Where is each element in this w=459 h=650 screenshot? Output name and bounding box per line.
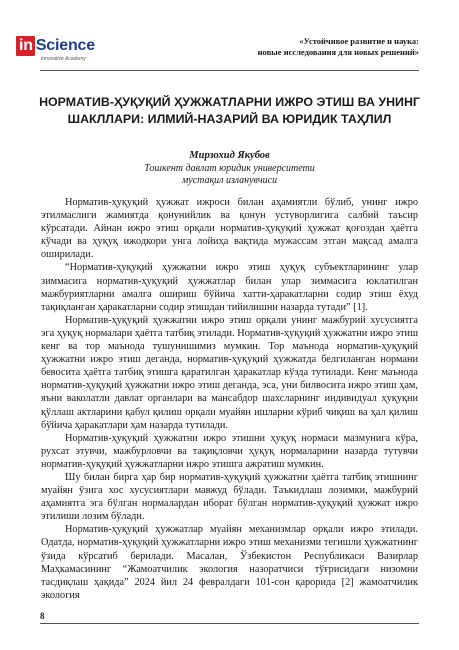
journal-title-line-2: новые исследования для новых решений» [257,47,419,57]
body-paragraph: Норматив-ҳуқуқий ҳужжатни ижро этишни ҳуқуқ нормаси мазмунига кўра, рухсат этувчи, мажбурловчи ва тақиқловчи ҳуқуқ нормаларини назарда тутувчи норматив-ҳуқуқий ҳужжатларни ижро этишга ажратиш мумкин. [41,432,418,470]
author-affiliation-line-2: мустақил изланувчиси [181,175,278,186]
body-paragraph: Норматив-ҳуқуқий ҳужжат ижроси билан аҳамиятли бўлиб, унинг ижро этилмаслиги жамиятда қонунийлик ва қонун устуворлигига салбий таъсир кўрсатади. Айнан ижро этиш орқали норматив-ҳуқуқий ҳужжат қоғоздан ҳаётга кўчади ва ҳуқуқ ижодкори унга лойиҳа вақтида мужассам этган мақсад амалга оширилади. [41,197,418,261]
inscience-logo [16,36,126,66]
logo-tagline: Innovative Academy [41,56,86,62]
article-body [41,196,418,602]
footer-divider [40,623,419,624]
journal-title-line-1: «Устойчивое развитие и наука: [299,36,419,46]
header-divider [40,70,419,71]
logo-wordmark [16,36,95,56]
body-paragraph: Шу билан бирга ҳар бир норматив-ҳуқуқий ҳужжатни ҳаётга татбиқ этишнинг муайян ўзига хос хусусиятлари мавжуд бўлади. Таъкидлаш лозимки, мажбурий аҳамиятга эга бўлган нормалардан иборат бўлган норматив-ҳуқуқий ҳужжат ижро этилиши лозим бўлади. [41,471,418,523]
author-name: Мирзохид Якубов [189,150,270,161]
page-number: 8 [40,611,45,621]
body-paragraph: Норматив-ҳуқуқий ҳужжатлар муайян механизмлар орқали ижро этилади. Одатда, норматив-ҳуқуқий ҳужжатларни ижро этиш механизми тегишли ҳужжатнинг ўзида кўрсатиб берилади. Масалан, Ўзбекистон Республикаси Вазирлар Маҳкамасининг “Жамоатчилик экология назоратчиси тўғрисидаги низомни тасдиқлаш ҳақида” 2024 йил 24 февралдаги 101-сон қарорида [2] жамоатчилик экология [41,524,418,601]
author-affiliation-line-1: Тошкент давлат юридик университети [144,163,315,174]
logo-in: in [16,36,35,56]
logo-science: Science [35,37,95,54]
journal-title [199,36,419,58]
article-title: НОРМАТИВ-ҲУҚУҚИЙ ҲУЖЖАТЛАРНИ ИЖРО ЭТИШ ВА УНИНГ ШАКЛЛАРИ: ИЛМИЙ-НАЗАРИЙ ВА ЮРИДИК ТАҲЛИЛ [39,95,420,126]
body-paragraph: Норматив-ҳуқуқий ҳужжатни ижро этиш орқали унинг мажбурий хусусиятга эга ҳуқуқ нормалари ҳаётга татбиқ этилади. Норматив-ҳуқуқий ҳужжатни ижро этиш кенг ва тор маънода тушунишимиз мумкин. Тор маънода норматив-ҳуқуқий ҳужжатни ижро этиш деганда, норматив-ҳуқуқий ҳужжатда белгиланган нормани бевосита ҳаётга татбиқ этишга қаратилган ҳаракатлар кўзда тутилади. Кенг маънода норматив-ҳуқуқий ҳужжатни ижро этиш деганда, эса, уни билвосита ижро этиш ҳам, яъни ваколатли давлат органлари ва мансабдор шахсларнинг индивидуал ҳуқуқни қўллаш актларини қабул қилиш орқали муайян ишларни кўриб чиқиш ва ҳал қилиш бўйича ҳаракатлари ҳам назарда тутилади. [41,314,418,431]
body-paragraph: “Норматив-ҳуқуқий ҳужжатни ижро этиш ҳуқуқ субъектларининг улар зиммасига норматив-ҳуқуқий ҳужжатлар билан улар зиммасига юклатилган мажбуриятларни амалга ошириш бўйича хатти-ҳаракатларни содир этиш ёхуд тақиқланган ҳаракатларни содир этишдан тийилишни назарда тутади” [1]. [41,262,418,313]
